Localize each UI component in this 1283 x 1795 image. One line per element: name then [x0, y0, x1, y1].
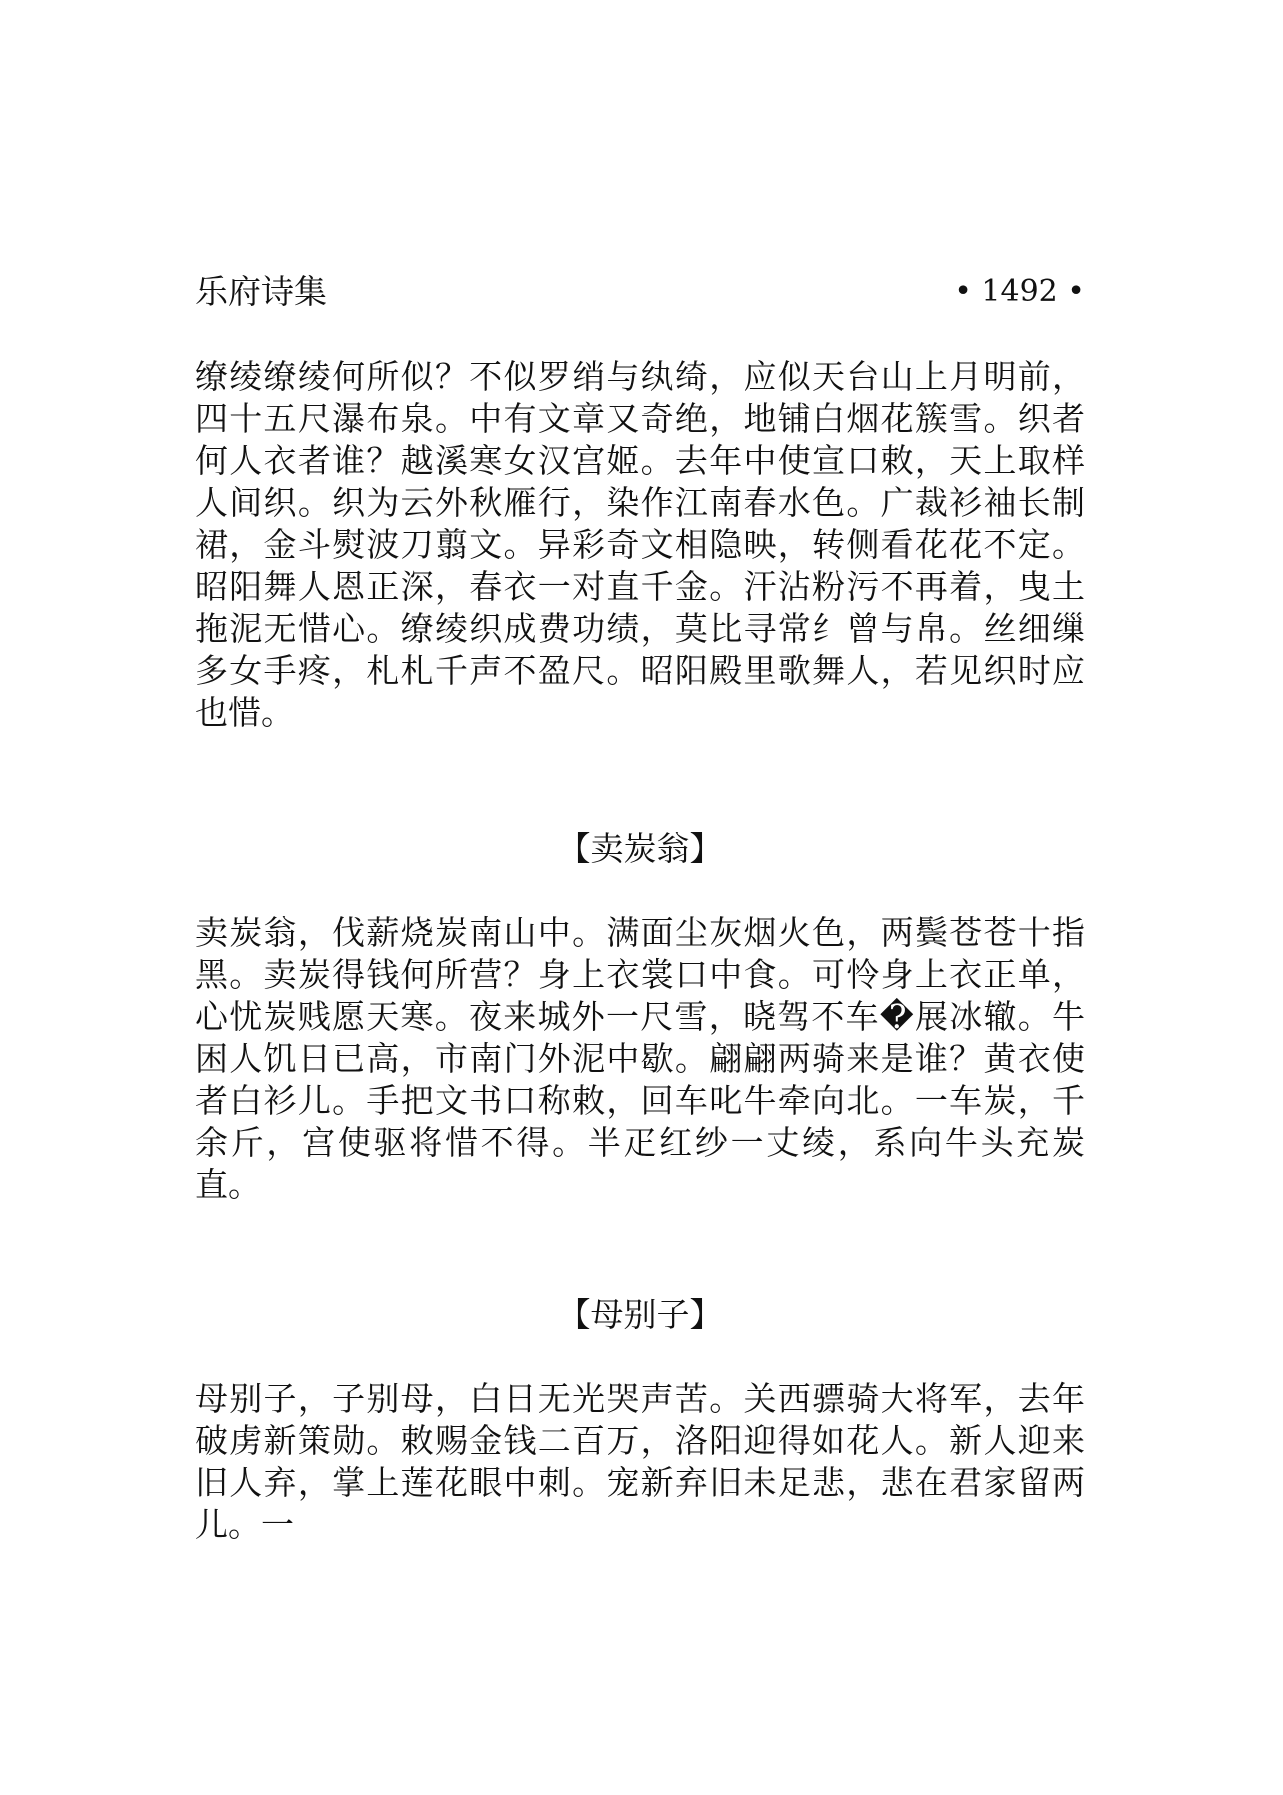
- book-page: [195, 0, 1085, 1795]
- poem-text-mai-tan-weng: 卖炭翁，伐薪烧炭南山中。满面尘灰烟火色，两鬓苍苍十指黑。卖炭得钱何所营？身上衣裳口中食。可怜身上衣正单，心忧炭贱愿天寒。夜来城外一尺雪，晓驾不车�展冰辙。牛困人饥日已高，市南门外泥中歇。翩翩两骑来是谁？黄衣使者白衫儿。手把文书口称敕，回车叱牛牵向北。一车炭，千余斤，宫使驱将惜不得。半疋红纱一丈绫，系向牛头充炭直。: [195, 913, 1085, 1204]
- section-title-mu-bie-zi: 【母别子】: [557, 1295, 723, 1334]
- page-number: • 1492 •: [954, 274, 1085, 309]
- running-header: [195, 270, 1085, 314]
- book-title: 乐府诗集: [195, 272, 327, 311]
- poem-text-mu-bie-zi: 母别子，子别母，白日无光哭声苦。关西骠骑大将军，去年破虏新策勋。敕赐金钱二百万，洛阳迎得如花人。新人迎来旧人弃，掌上莲花眼中刺。宠新弃旧未足悲，悲在君家留两儿。一: [195, 1379, 1085, 1544]
- section-title-mai-tan-weng: 【卖炭翁】: [557, 829, 723, 868]
- poem-text-liao-ling: 缭绫缭绫何所似？不似罗绡与纨绮，应似天台山上月明前，四十五尺瀑布泉。中有文章又奇绝，地铺白烟花簇雪。织者何人衣者谁？越溪寒女汉宫姬。去年中使宣口敕，天上取样人间织。织为云外秋雁行，染作江南春水色。广裁衫袖长制裙，金斗熨波刀翦文。异彩奇文相隐映，转侧看花花不定。昭阳舞人恩正深，春衣一对直千金。汗沾粉污不再着，曳土拖泥无惜心。缭绫织成费功绩，莫比寻常纟曾与帛。丝细缫多女手疼，札札千声不盈尺。昭阳殿里歌舞人，若见织时应也惜。: [195, 357, 1085, 732]
